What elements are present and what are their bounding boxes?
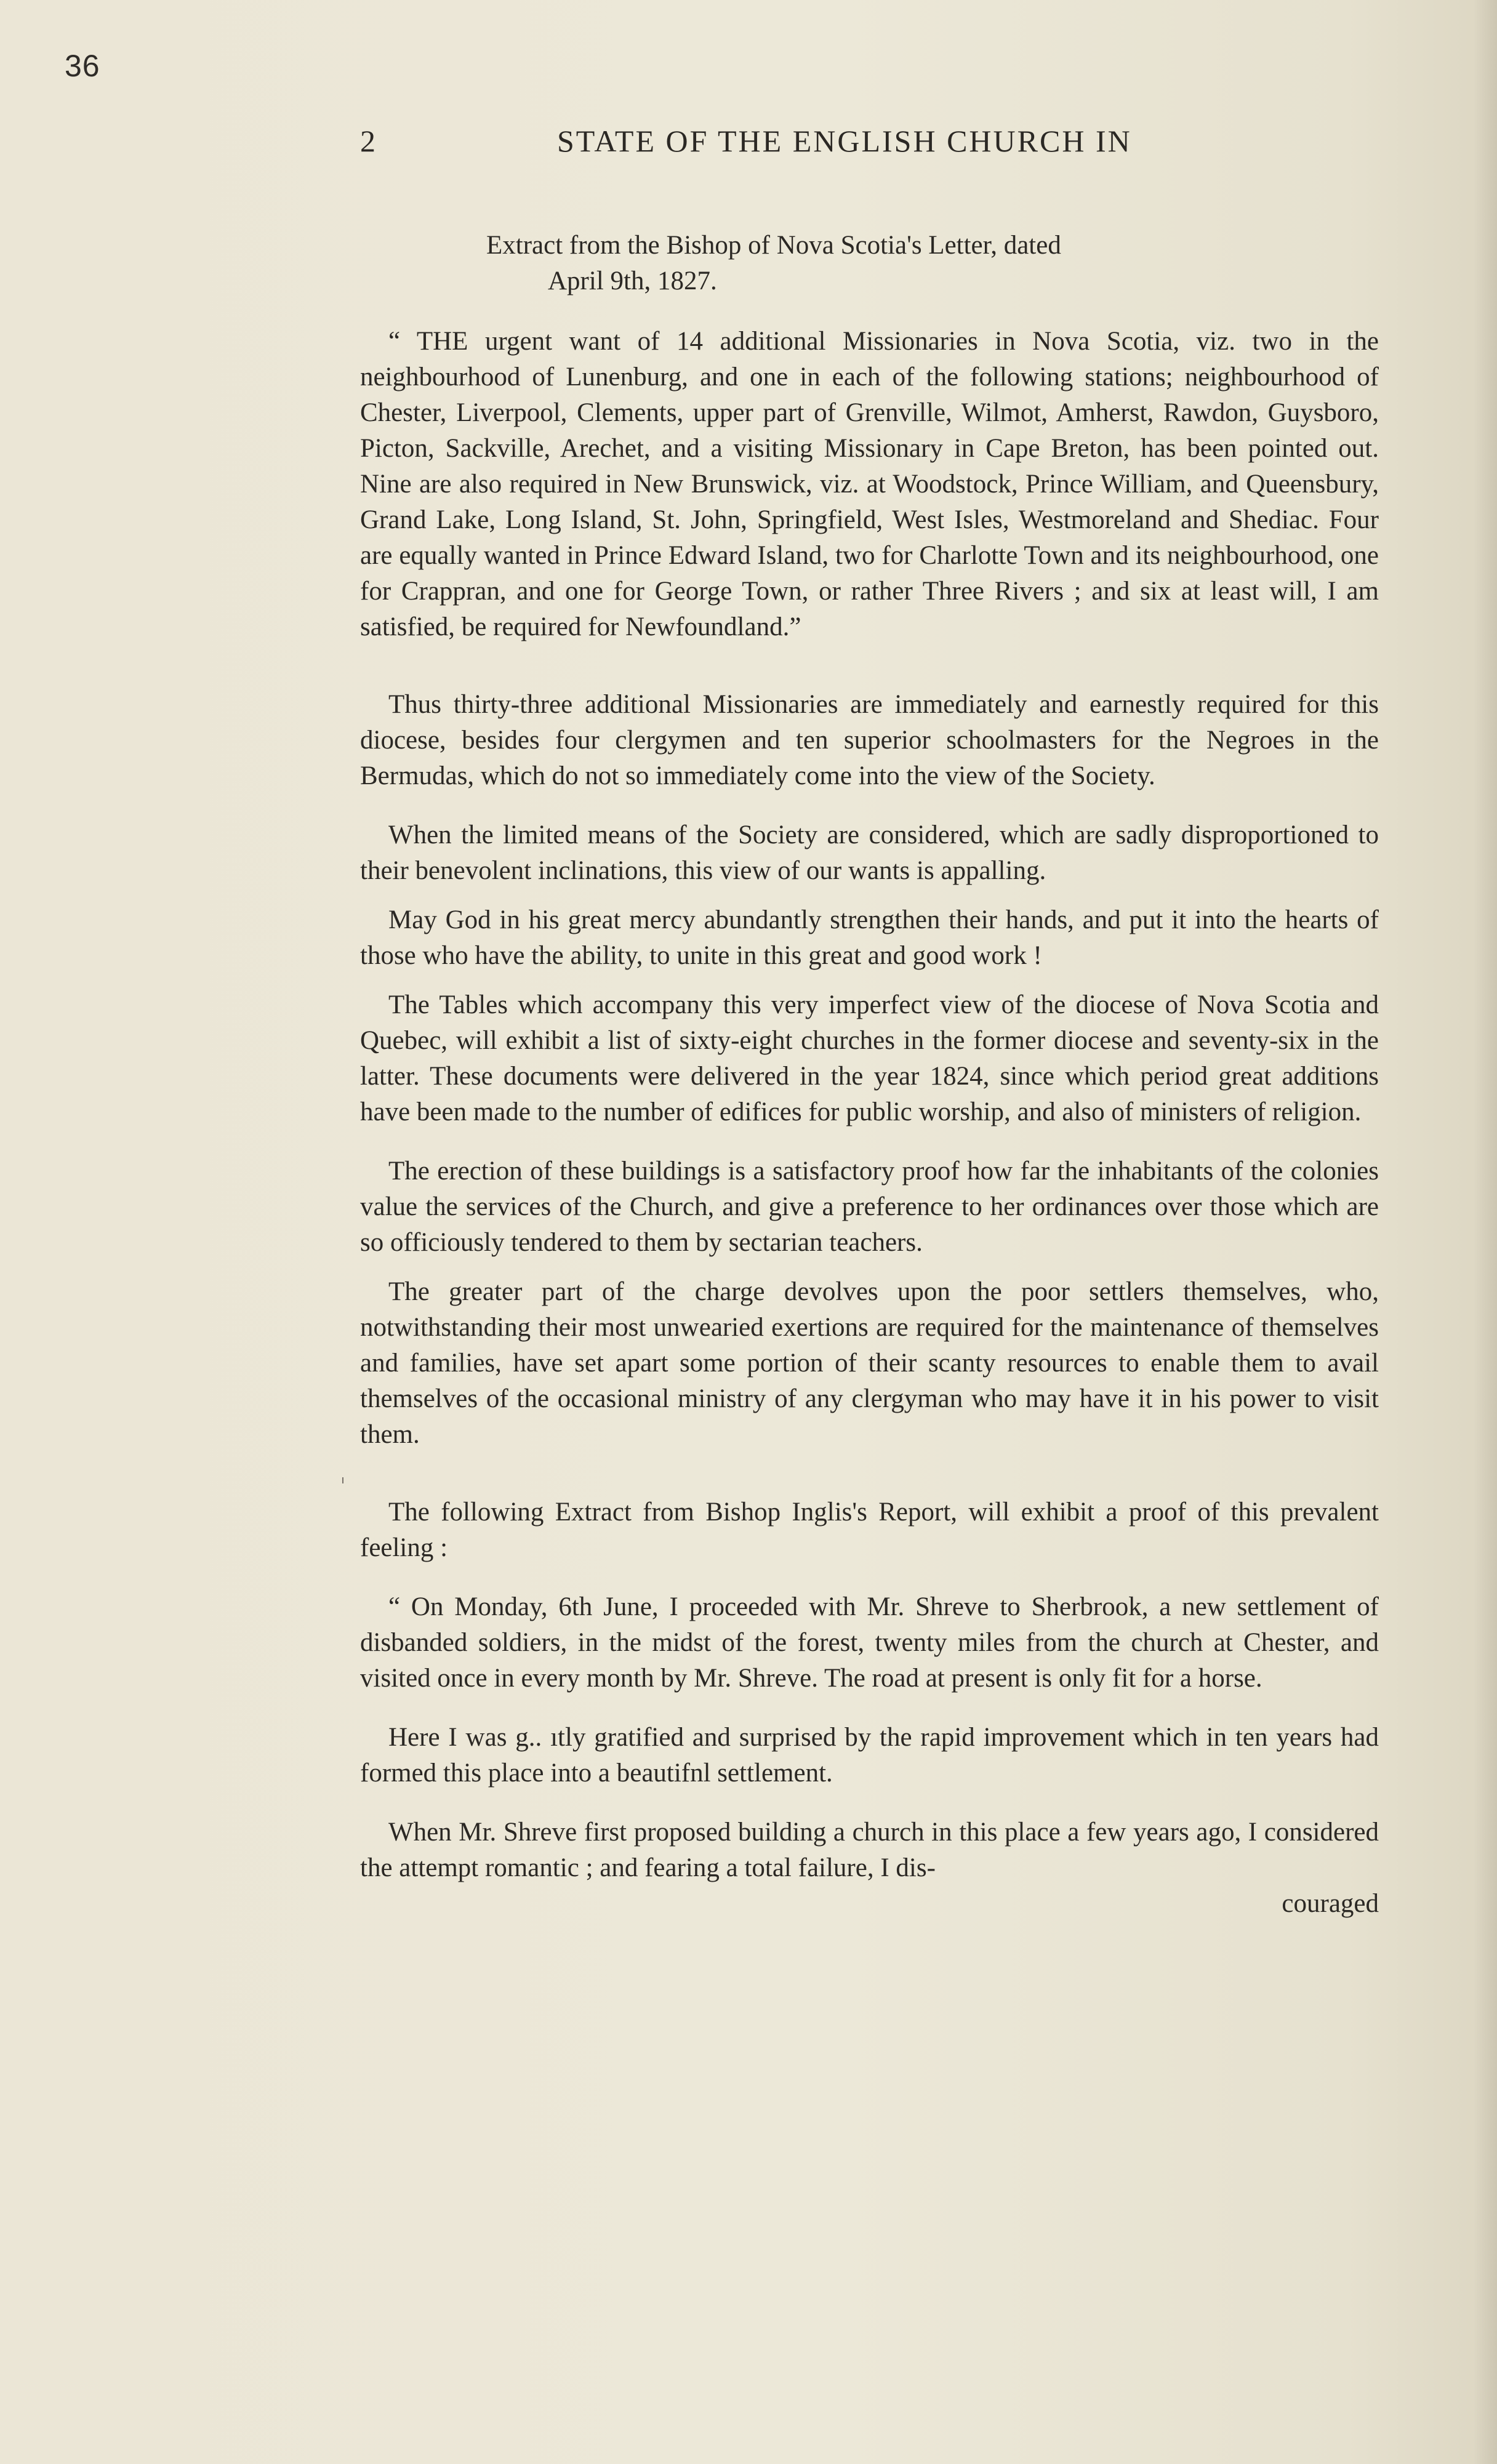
- paragraph-gratified: Here I was g.. ıtly gratified and surprised by the rapid improvement which in ten years had formed this place into a beautifnl settlement.: [360, 1723, 1379, 1788]
- running-head-title: STATE OF THE ENGLISH CHURCH IN: [557, 124, 1132, 158]
- paragraph-erection: The erection of these buildings is a satisfactory proof how far the inhabitants of the colonies value the services of the Church, and give a preference to her ordinances over those which are so officiously tendered to them by sectarian teachers.: [360, 1157, 1379, 1257]
- margin-mark: [342, 1477, 343, 1483]
- page-body: [360, 228, 1379, 1922]
- paragraph-tables: The Tables which accompany this very imperfect view of the diocese of Nova Scotia and Quebec, will exhibit a list of sixty-eight churches in the former diocese and seventy-six in the latter. These documents were delivered in the year 1824, since which period great additions have been made to the number of edifices for public worship, and also of ministers of religion.: [360, 990, 1379, 1126]
- paragraph-inglis-intro: The following Extract from Bishop Inglis's Report, will exhibit a proof of this prevalent feeling :: [360, 1498, 1379, 1562]
- paragraph-church-building: When Mr. Shreve first proposed building a church in this place a few years ago, I considered the attempt romantic ; and fearing a total failure, I dis-: [360, 1818, 1379, 1882]
- extract-heading: [360, 228, 1379, 299]
- extract-heading-line1: Extract from the Bishop of Nova Scotia's Letter, dated: [486, 231, 1061, 260]
- paragraph-limited-means: When the limited means of the Society are considered, which are sadly disproportioned to their benevolent inclinations, this view of our wants is appalling.: [360, 821, 1379, 885]
- page-edge-shadow: [1474, 0, 1497, 2464]
- paragraph-sherbrook: “ On Monday, 6th June, I proceeded with Mr. Shreve to Sherbrook, a new settlement of disbanded soldiers, in the midst of the forest, twenty miles from the church at Chester, and visited once in every month by Mr. Shreve. The road at present is only fit for a horse.: [360, 1592, 1379, 1693]
- catchword: couraged: [1282, 1889, 1379, 1918]
- paragraph-prayer: May God in his great mercy abundantly strengthen their hands, and put it into the hearts of those who have the ability, to unite in this great and good work !: [360, 905, 1379, 970]
- paragraph-thirty-three: Thus thirty-three additional Missionaries are immediately and earnestly required for this diocese, besides four clergymen and ten superior schoolmasters for the Negroes in the Bermudas, which do not so immediately come into the view of the Society.: [360, 690, 1379, 790]
- running-head-folio: 2: [360, 124, 377, 158]
- paragraph-charge: The greater part of the charge devolves upon the poor settlers themselves, who, notwithstanding their most unwearied exertions are required for the maintenance of themselves and families, have set apart some portion of their scanty resources to enable them to avail themselves of the occasional ministry of any clergyman who may have it in his power to visit them.: [360, 1277, 1379, 1449]
- extract-heading-line2: April 9th, 1827.: [548, 267, 717, 295]
- page-number: 36: [65, 49, 100, 83]
- paragraph-letter-quote: “ THE urgent want of 14 additional Missionaries in Nova Scotia, viz. two in the neighbourhood of Lunenburg, and one in each of the following stations; neighbourhood of Chester, Liverpool, Clements, upper part of Grenville, Wilmot, Amherst, Rawdon, Guysboro, Picton, Sackville, Arechet, and a visiting Missionary in Cape Breton, has been pointed out. Nine are also required in New Brunswick, viz. at Woodstock, Prince William, and Queensbury, Grand Lake, Long Island, St. John, Springfield, West Isles, Westmoreland and Shediac. Four are equally wanted in Prince Edward Island, two for Charlotte Town and its neighbourhood, one for Crappran, and one for George Town, or rather Three Rivers ; and six at least will, I am satisfied, be required for Newfoundland.”: [360, 327, 1379, 641]
